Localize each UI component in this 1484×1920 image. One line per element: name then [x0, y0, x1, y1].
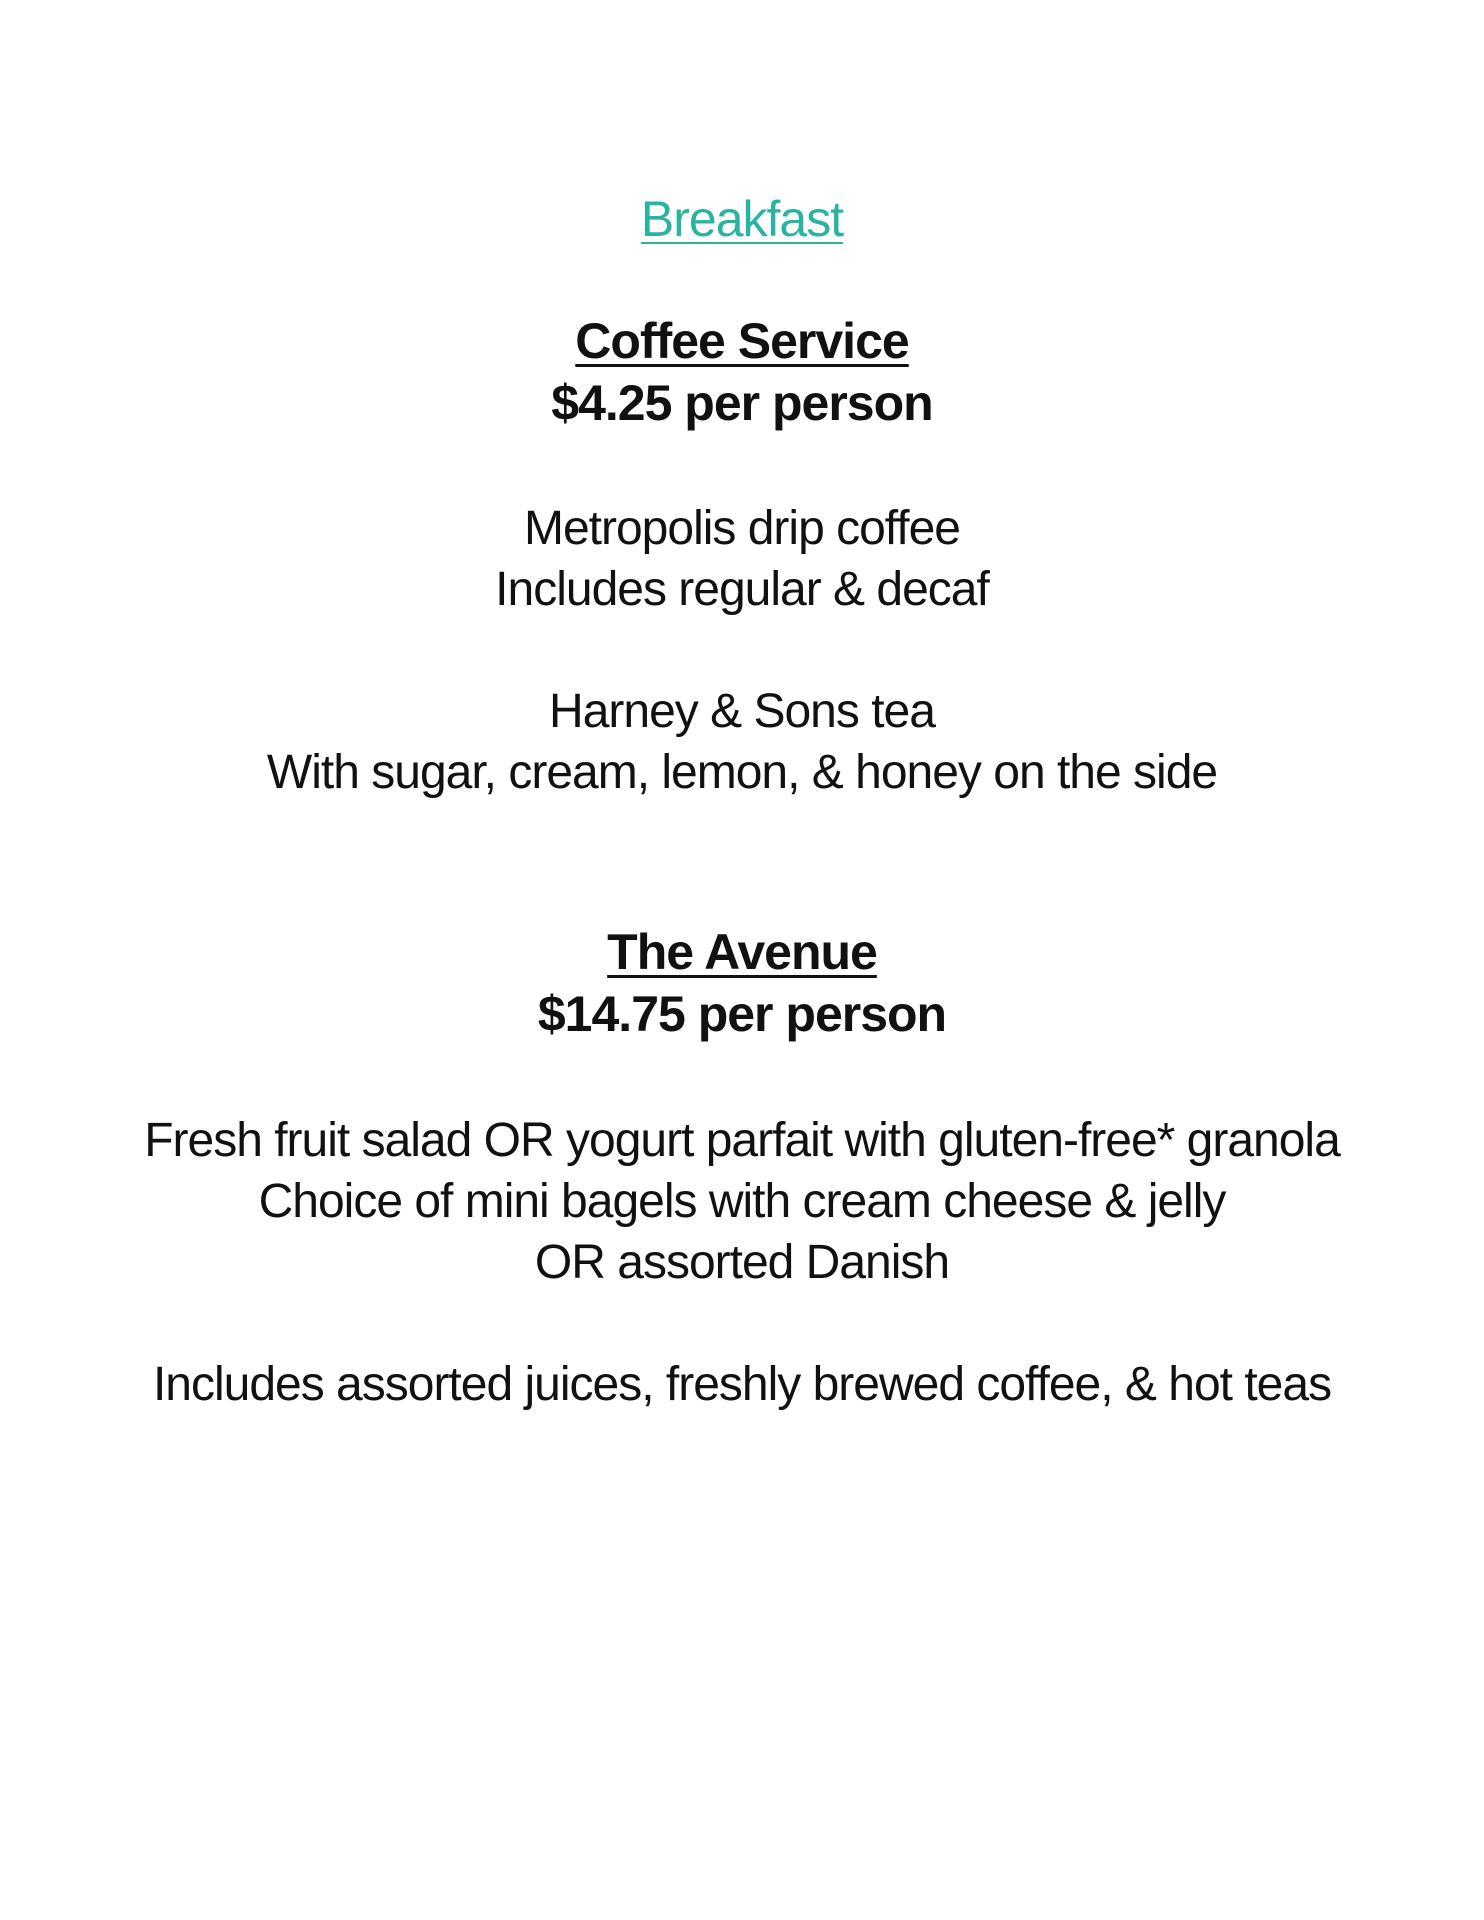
- coffee-service-line: Metropolis drip coffee: [523, 502, 960, 555]
- menu-title-text: Breakfast: [640, 191, 844, 247]
- coffee-service-name: Coffee Service: [575, 313, 909, 369]
- the-avenue-price: $14.75 per person: [537, 986, 947, 1042]
- coffee-service-heading: [0, 313, 1484, 369]
- menu-title: [0, 191, 1484, 247]
- the-avenue-line: Choice of mini bagels with cream cheese & jelly: [258, 1175, 1226, 1228]
- coffee-service-line: Harney & Sons tea: [549, 685, 935, 738]
- the-avenue-line: Fresh fruit salad OR yogurt parfait with gluten-free* granola: [144, 1114, 1340, 1167]
- coffee-service-line: Includes regular & decaf: [495, 563, 989, 616]
- the-avenue-line: Includes assorted juices, freshly brewed coffee, & hot teas: [152, 1358, 1332, 1411]
- coffee-service-line: With sugar, cream, lemon, & honey on the side: [266, 746, 1218, 799]
- the-avenue-heading: [0, 924, 1484, 980]
- coffee-service-price: $4.25 per person: [551, 375, 933, 431]
- the-avenue-line: OR assorted Danish: [534, 1236, 950, 1289]
- the-avenue-name: The Avenue: [607, 924, 877, 980]
